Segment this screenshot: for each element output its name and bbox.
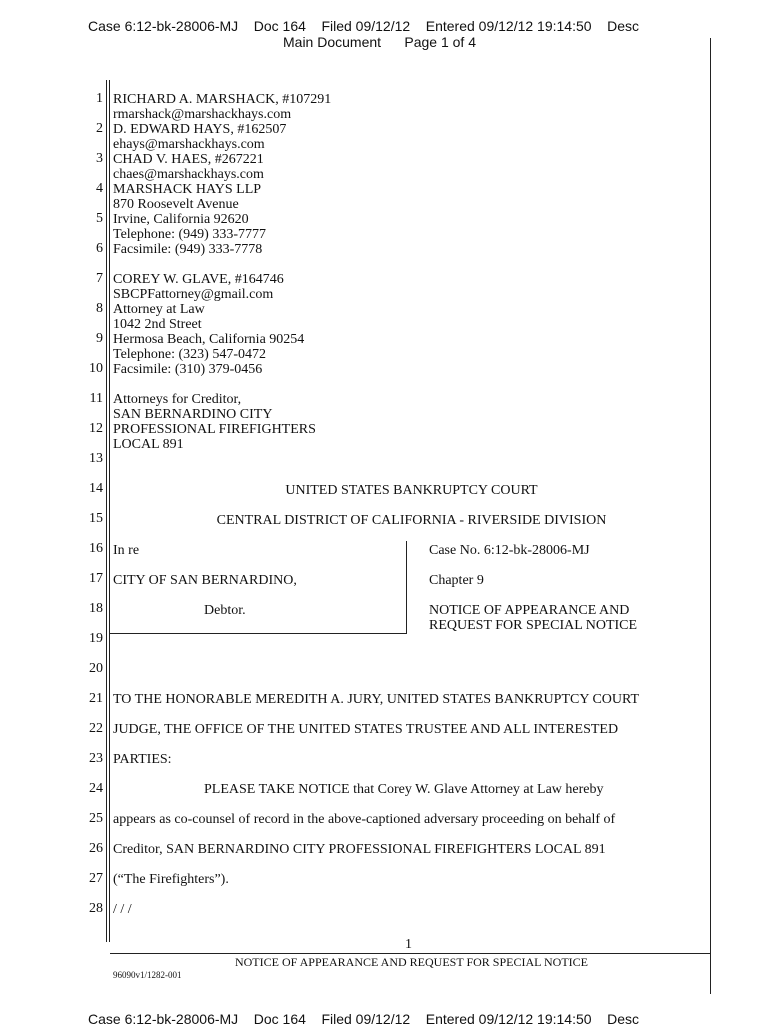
attorney-line: CHAD V. HAES, #267221 bbox=[113, 152, 264, 167]
attorney-line: D. EDWARD HAYS, #162507 bbox=[113, 122, 287, 137]
attorneys-for-line: LOCAL 891 bbox=[113, 437, 184, 452]
ecf-header-line-1: Case 6:12-bk-28006-MJ Doc 164 Filed 09/12/12 Entered 09/12/12 19:14:50 Desc bbox=[88, 18, 639, 34]
line-number: 18 bbox=[89, 601, 103, 616]
line-number: 11 bbox=[89, 391, 103, 406]
line-number: 1 bbox=[96, 91, 103, 106]
line-number: 19 bbox=[89, 631, 103, 646]
line-number: 15 bbox=[89, 511, 103, 526]
ecf-header-line-2: Main Document Page 1 of 4 bbox=[283, 34, 476, 50]
caption-party: CITY OF SAN BERNARDINO, bbox=[113, 573, 297, 588]
footer-title: NOTICE OF APPEARANCE AND REQUEST FOR SPECIAL NOTICE bbox=[234, 955, 589, 969]
line-number: 8 bbox=[96, 301, 103, 316]
attorney-line: SBCPFattorney@gmail.com bbox=[113, 287, 274, 302]
line-number: 12 bbox=[89, 421, 103, 436]
line-number: 13 bbox=[89, 451, 103, 466]
caption-divider bbox=[406, 541, 407, 634]
attorney-block-glave bbox=[113, 272, 304, 377]
attorney-line: Telephone: (949) 333-7777 bbox=[113, 227, 266, 242]
document-title-line-2: REQUEST FOR SPECIAL NOTICE bbox=[429, 618, 638, 633]
line-number: 28 bbox=[89, 901, 103, 916]
attorney-line: Attorney at Law bbox=[113, 302, 205, 317]
attorney-line: rmarshack@marshackhays.com bbox=[113, 107, 292, 122]
right-margin-rule bbox=[710, 38, 711, 994]
line-number: 5 bbox=[96, 211, 103, 226]
line-number: 27 bbox=[89, 871, 103, 886]
line-number: 20 bbox=[89, 661, 103, 676]
line-number: 25 bbox=[89, 811, 103, 826]
body-line-23: PARTIES: bbox=[113, 752, 172, 767]
line-number: 14 bbox=[89, 481, 103, 496]
next-page-header: Case 6:12-bk-28006-MJ Doc 164 Filed 09/12/12 Entered 09/12/12 19:14:50 Desc bbox=[88, 1011, 639, 1027]
body-line-22: JUDGE, THE OFFICE OF THE UNITED STATES TRUSTEE AND ALL INTERESTED bbox=[113, 722, 619, 737]
page-number: 1 bbox=[405, 937, 412, 952]
court-name: UNITED STATES BANKRUPTCY COURT bbox=[285, 483, 538, 498]
attorney-line: MARSHACK HAYS LLP bbox=[113, 182, 262, 197]
attorney-line: RICHARD A. MARSHACK, #107291 bbox=[113, 92, 332, 107]
attorney-line: Irvine, California 92620 bbox=[113, 212, 249, 227]
attorney-line: Hermosa Beach, California 90254 bbox=[113, 332, 305, 347]
body-line-28: / / / bbox=[113, 902, 132, 917]
attorney-line: COREY W. GLAVE, #164746 bbox=[113, 272, 284, 287]
attorney-block-marshack-hays bbox=[113, 92, 331, 257]
line-number: 2 bbox=[96, 121, 103, 136]
attorney-line: 1042 2nd Street bbox=[113, 317, 202, 332]
line-number: 24 bbox=[89, 781, 103, 796]
line-number: 23 bbox=[89, 751, 103, 766]
left-margin-rule-outer bbox=[106, 80, 107, 942]
body-line-26: Creditor, SAN BERNARDINO CITY PROFESSIONAL FIREFIGHTERS LOCAL 891 bbox=[113, 842, 606, 857]
case-number: Case No. 6:12-bk-28006-MJ bbox=[429, 543, 590, 558]
attorneys-for-block bbox=[113, 392, 316, 452]
line-number: 16 bbox=[89, 541, 103, 556]
body-line-21: TO THE HONORABLE MEREDITH A. JURY, UNITED STATES BANKRUPTCY COURT bbox=[113, 692, 640, 707]
attorney-line: chaes@marshackhays.com bbox=[113, 167, 264, 182]
attorney-line: Facsimile: (310) 379-0456 bbox=[113, 362, 263, 377]
attorney-line: Facsimile: (949) 333-7778 bbox=[113, 242, 263, 257]
caption-role: Debtor. bbox=[204, 603, 246, 618]
attorneys-for-line: Attorneys for Creditor, bbox=[113, 392, 242, 407]
body-line-24: PLEASE TAKE NOTICE that Corey W. Glave Attorney at Law hereby bbox=[204, 782, 604, 797]
caption-underline bbox=[110, 633, 407, 634]
line-number: 4 bbox=[96, 181, 103, 196]
body-line-27: (“The Firefighters”). bbox=[113, 872, 229, 887]
line-number: 26 bbox=[89, 841, 103, 856]
attorney-line: Telephone: (323) 547-0472 bbox=[113, 347, 266, 362]
left-margin-rule-inner bbox=[109, 80, 110, 942]
caption-in-re: In re bbox=[113, 543, 140, 558]
line-number: 22 bbox=[89, 721, 103, 736]
line-number: 17 bbox=[89, 571, 103, 586]
document-title-line-1: NOTICE OF APPEARANCE AND bbox=[429, 603, 630, 618]
line-number: 3 bbox=[96, 151, 103, 166]
line-number: 10 bbox=[89, 361, 103, 376]
attorneys-for-line: SAN BERNARDINO CITY bbox=[113, 407, 273, 422]
line-number: 7 bbox=[96, 271, 103, 286]
body-line-25: appears as co-counsel of record in the above-captioned adversary proceeding on behalf of bbox=[113, 812, 616, 827]
attorneys-for-line: PROFESSIONAL FIREFIGHTERS bbox=[113, 422, 316, 437]
attorney-line: ehays@marshackhays.com bbox=[113, 137, 265, 152]
footer-rule bbox=[110, 953, 710, 954]
line-number: 21 bbox=[89, 691, 103, 706]
chapter: Chapter 9 bbox=[429, 573, 484, 588]
court-district: CENTRAL DISTRICT OF CALIFORNIA - RIVERSIDE DIVISION bbox=[216, 513, 607, 528]
attorney-line: 870 Roosevelt Avenue bbox=[113, 197, 239, 212]
line-number: 6 bbox=[96, 241, 103, 256]
line-number: 9 bbox=[96, 331, 103, 346]
footer-doc-id: 96090v1/1282-001 bbox=[113, 970, 182, 980]
